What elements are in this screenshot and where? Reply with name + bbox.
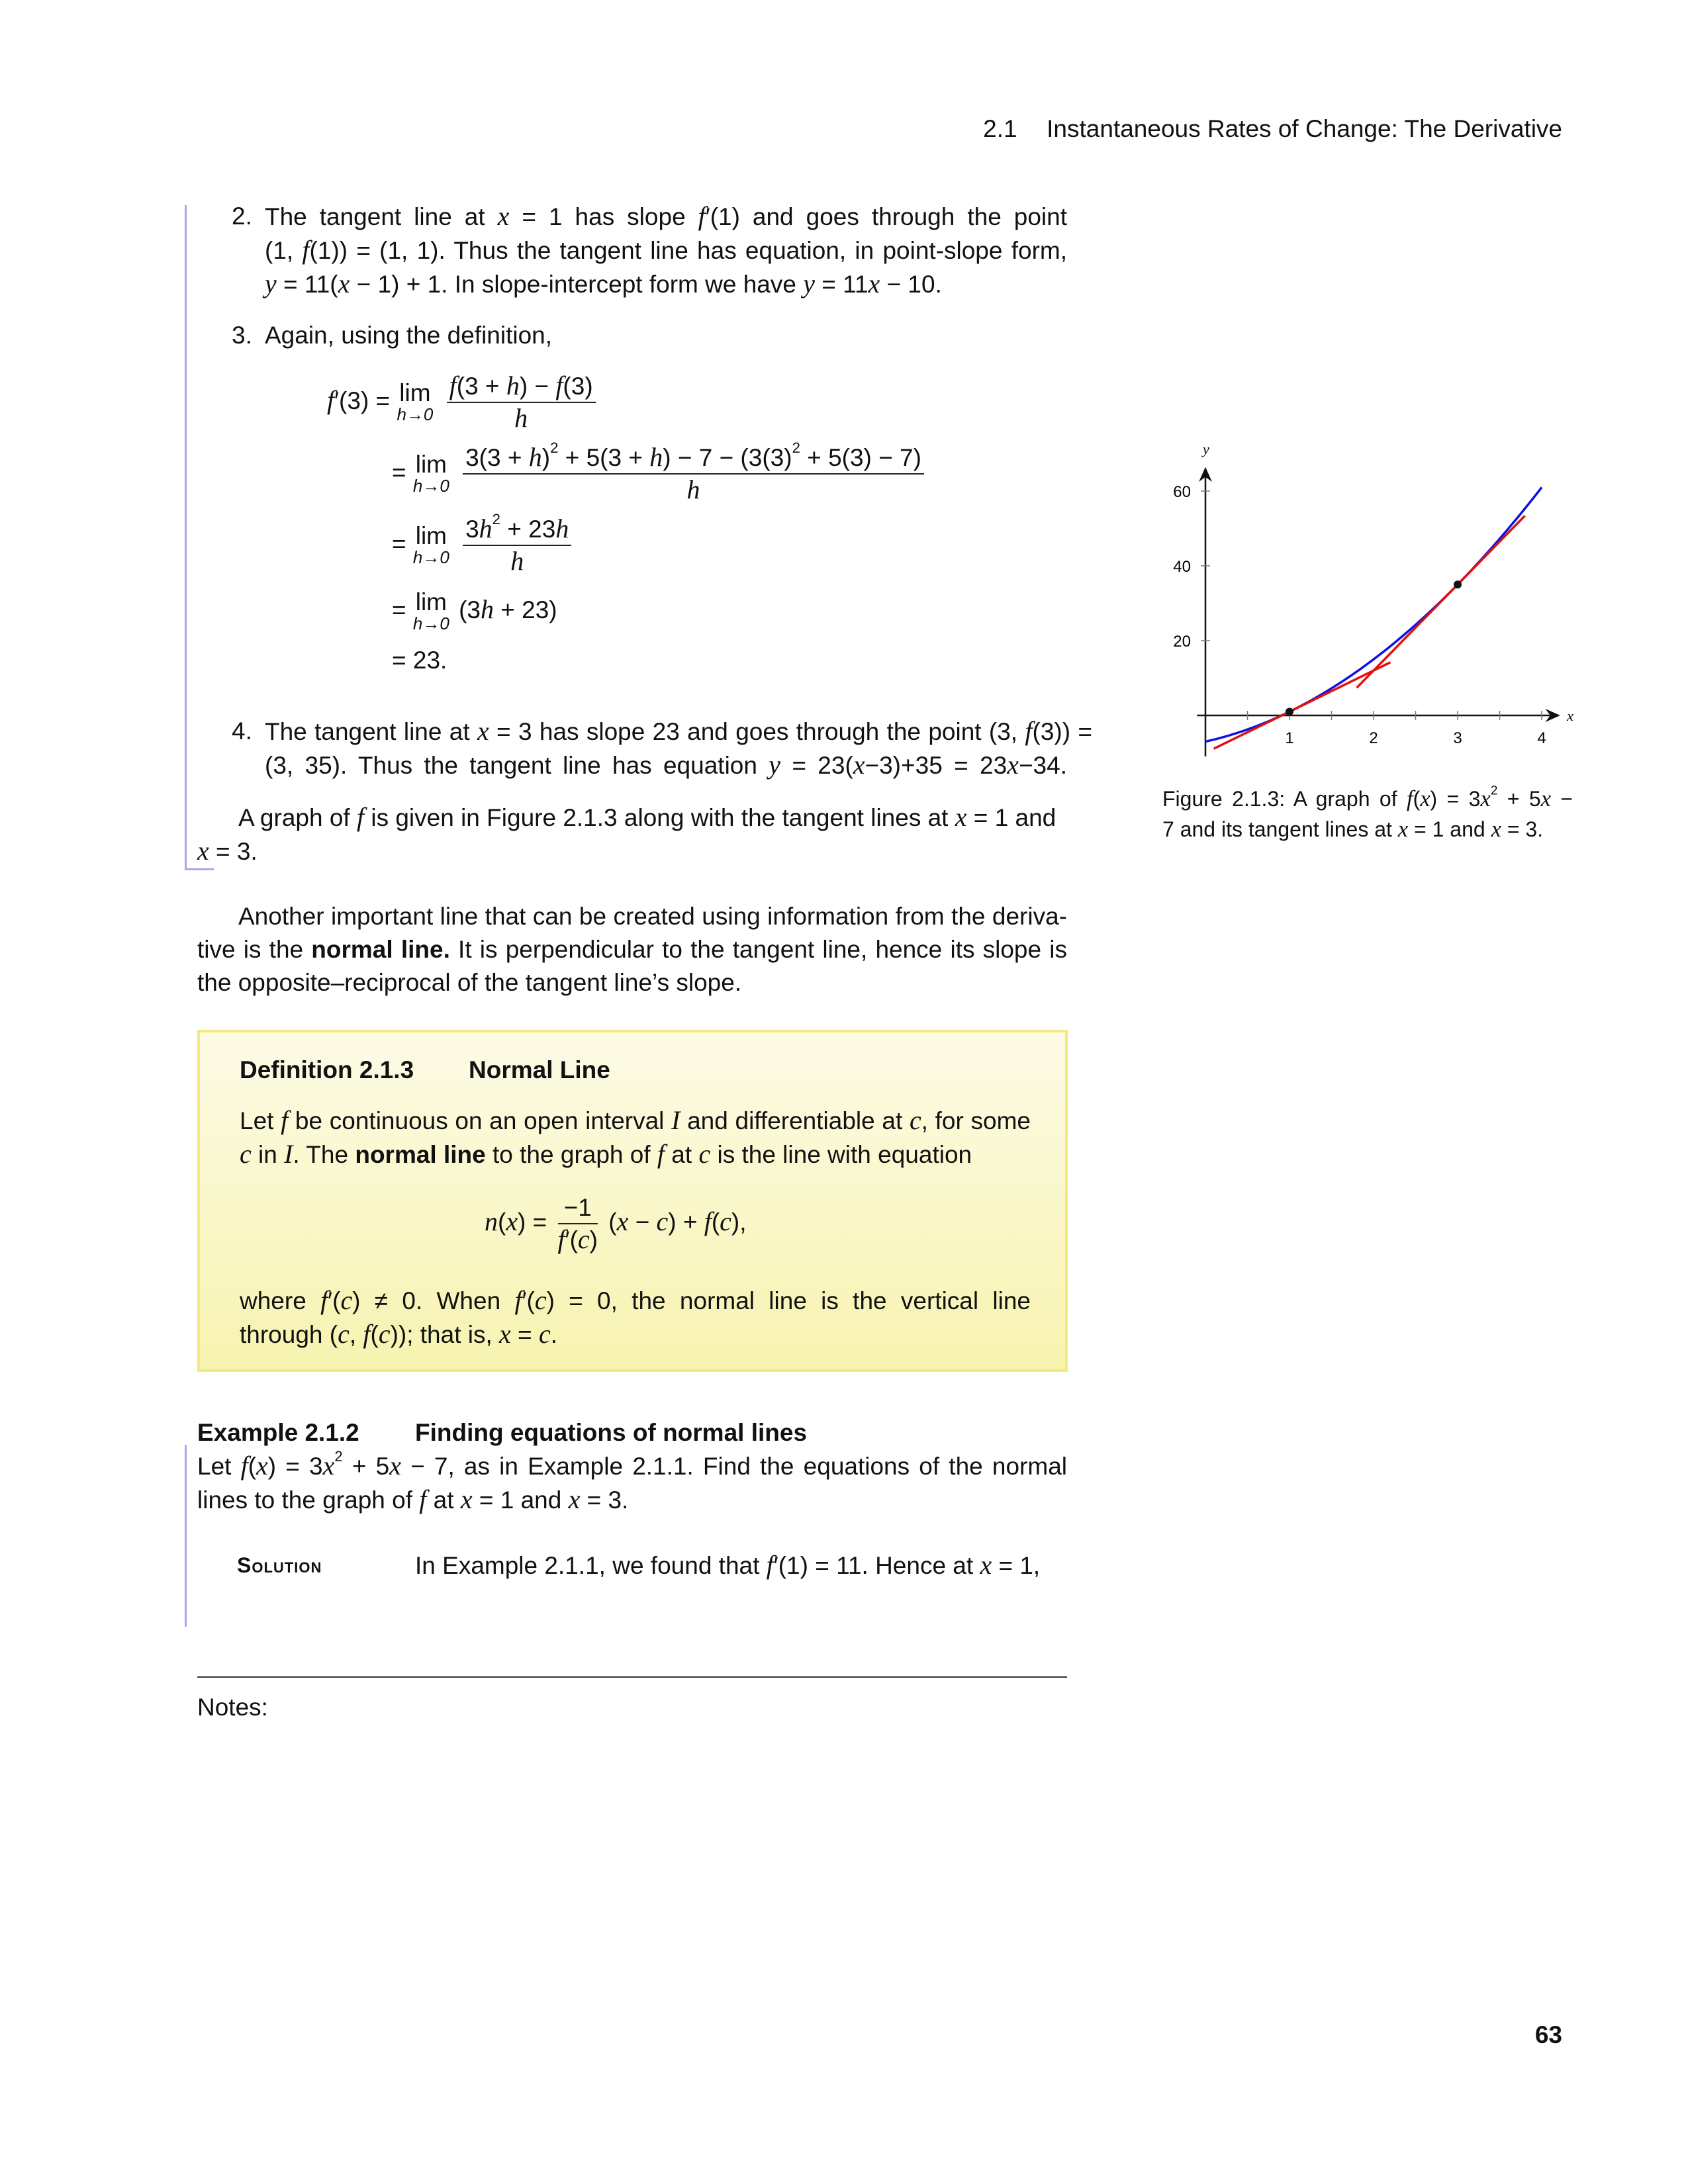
text-run: x — [1420, 786, 1430, 811]
page-number: 63 — [1534, 2021, 1562, 2048]
notes-label: Notes: — [197, 1694, 268, 1721]
numerator — [558, 1193, 598, 1224]
text-run: In Example 2.1.1, we found that — [415, 1552, 767, 1579]
denominator — [447, 403, 596, 434]
function-curve — [1205, 487, 1542, 741]
text-run: normal line. — [311, 936, 450, 963]
x-tick-label: 4 — [1537, 729, 1546, 747]
text-run: x — [1491, 817, 1501, 842]
text-run: , for some — [921, 1107, 1031, 1134]
y-tick-label: 40 — [1173, 558, 1191, 576]
graph-paragraph — [197, 801, 1067, 868]
text-run: ) + — [668, 1208, 704, 1236]
text-run: f — [514, 1285, 522, 1315]
text-line — [265, 200, 1067, 234]
figure-graph — [1152, 437, 1589, 768]
text-run: (3)) = — [1032, 718, 1093, 745]
text-run: 2 — [334, 1448, 343, 1465]
text-line — [240, 1138, 1031, 1171]
text-run: ( — [608, 1208, 617, 1236]
x-axis-label: x — [1567, 707, 1573, 724]
text-run: and differentiable at — [680, 1107, 910, 1134]
limit — [413, 524, 449, 567]
text-run: is given in Figure 2.1.3 along with the tangent lines at — [364, 804, 955, 831]
tangent-line — [1214, 662, 1391, 749]
item-3-text: Again, using the definition, — [265, 322, 553, 349]
margin-bar — [185, 205, 187, 870]
limit — [397, 381, 433, 424]
text-run: ) = 0, the normal line is the vertical line — [546, 1287, 1031, 1314]
text-line — [197, 1483, 1067, 1517]
text-run: ) — [541, 444, 551, 471]
caption-line — [1162, 784, 1573, 814]
text-run: ) = 3 — [1430, 787, 1481, 811]
text-run: . — [550, 1321, 557, 1348]
text-line — [197, 900, 1067, 933]
text-run: , — [349, 1321, 363, 1348]
text-run: )); that is, — [390, 1321, 500, 1348]
text-run: f — [449, 371, 457, 400]
text-run: − — [1550, 787, 1573, 811]
text-run: − 10. — [880, 271, 942, 298]
text-run: f — [698, 201, 706, 231]
text-run: f — [302, 235, 310, 265]
item-number: 2. — [232, 203, 252, 230]
text-run: h — [555, 514, 569, 543]
text-run: = 1 and — [472, 1486, 569, 1514]
fraction — [463, 511, 571, 577]
text-run: x — [868, 269, 880, 298]
item-number: 4. — [232, 717, 252, 745]
text-run: The tangent line at — [265, 203, 498, 230]
text-run: 2 — [792, 439, 800, 457]
denominator — [558, 1224, 598, 1255]
text-run: x — [460, 1484, 473, 1514]
text-run: (3 — [459, 596, 481, 623]
definition-label: Definition 2.1.3 — [240, 1056, 414, 1083]
numerator — [463, 511, 571, 546]
example-body — [197, 1449, 1067, 1517]
denominator — [463, 475, 924, 506]
text-run: + 5 — [342, 1453, 390, 1480]
numerator — [463, 439, 924, 475]
text-line — [197, 1449, 1067, 1483]
text-run: = 1 has slope — [509, 203, 698, 230]
text-run: c — [577, 1224, 590, 1254]
text-run: ′(1) = 11. Hence at — [773, 1552, 980, 1579]
text-run: 2 — [550, 439, 559, 457]
text-run: = 1 and — [966, 804, 1056, 831]
fraction — [447, 371, 596, 434]
text-run: lines to the graph of — [197, 1486, 420, 1514]
text-run: ) − 7 − (3(3) — [663, 444, 792, 471]
text-run: ) ≠ 0. When — [352, 1287, 515, 1314]
y-tick-label: 20 — [1173, 633, 1191, 651]
text-run: where — [240, 1287, 321, 1314]
derivation-row-2 — [392, 439, 928, 506]
expression — [459, 596, 557, 623]
text-run: 3(3 + — [465, 444, 529, 471]
text-line — [265, 234, 1067, 267]
text-run: Let — [197, 1453, 241, 1480]
definition-box — [197, 1030, 1068, 1372]
equals: = — [392, 529, 406, 557]
text-run: c — [240, 1139, 252, 1169]
text-run: + 5 — [1497, 787, 1541, 811]
text-run: ) = 3 — [267, 1453, 323, 1480]
text-run: in — [251, 1141, 285, 1168]
derivation-row-1 — [327, 371, 600, 434]
text-run: h — [649, 442, 663, 472]
text-run: ( — [1413, 787, 1421, 811]
text-run: f — [327, 385, 335, 415]
text-run: (3) — [563, 373, 593, 400]
text-run: h — [686, 475, 700, 504]
text-run: x — [389, 1451, 401, 1480]
text-run: = 3. — [1501, 817, 1544, 841]
derivation-row-3 — [392, 511, 575, 577]
y-axis-label: y — [1203, 441, 1209, 458]
fraction — [463, 439, 924, 506]
text-run: − 1) + 1. In slope-intercept form we have — [350, 271, 804, 298]
text-run: f — [363, 1319, 371, 1349]
text-run: ′(1) and goes through the point — [705, 203, 1067, 230]
text-run: c — [340, 1285, 353, 1315]
section-title: Instantaneous Rates of Change: The Derivative — [1047, 115, 1562, 142]
text-line — [197, 801, 1067, 835]
text-run: f — [1025, 716, 1033, 746]
text-run: x — [1480, 786, 1491, 811]
text-line — [197, 835, 1067, 868]
text-run: c — [656, 1206, 669, 1237]
definition-footer — [240, 1284, 1031, 1351]
x-tick-label: 2 — [1369, 729, 1378, 747]
text-run: . The — [293, 1141, 355, 1168]
tangent-line — [1357, 516, 1525, 688]
lim-text: lim — [415, 451, 447, 478]
text-run: = 1 and — [1408, 817, 1491, 841]
text-run: ) − — [519, 373, 556, 400]
text-run: (3 + — [456, 373, 506, 400]
text-run: y — [265, 269, 277, 298]
caption-line — [1162, 814, 1573, 844]
text-run: x — [1397, 817, 1409, 842]
text-line — [197, 933, 1067, 966]
point-of-tangency — [1454, 580, 1462, 588]
text-run: x — [853, 750, 865, 780]
text-run: = 3 has slope 23 and goes through the point (3, — [489, 718, 1025, 745]
normal-line-paragraph — [197, 900, 1067, 999]
text-run: be continuous on an open interval — [288, 1107, 672, 1134]
numerator — [447, 371, 596, 403]
text-run: ( — [370, 1321, 379, 1348]
text-run: I — [284, 1139, 293, 1169]
text-run: to the graph of — [485, 1141, 657, 1168]
text-run: − — [628, 1208, 657, 1236]
text-run: It is perpendicular to the tangent line, hence its slope is — [449, 936, 1067, 963]
definition-title: Normal Line — [469, 1056, 610, 1083]
example-label: Example 2.1.2 — [197, 1419, 359, 1446]
text-run: f — [555, 371, 563, 400]
lim-text: lim — [399, 379, 431, 406]
text-run: c — [534, 1285, 547, 1315]
text-run: h — [528, 442, 542, 472]
text-run: Figure 2.1.3: A graph of — [1162, 787, 1407, 811]
text-run: c — [538, 1319, 551, 1349]
text-run: + 23 — [500, 516, 556, 543]
lim-text: lim — [415, 522, 447, 549]
text-run: tive is the — [197, 936, 312, 963]
formula-lhs — [485, 1208, 547, 1236]
text-run: A graph of — [238, 804, 357, 831]
text-run: = — [510, 1321, 539, 1348]
example-title: Finding equations of normal lines — [415, 1419, 808, 1446]
text-run: 2 — [1490, 784, 1498, 798]
text-run: h — [510, 546, 524, 576]
lim-sub: h→0 — [397, 404, 434, 424]
text-run: y — [803, 269, 815, 298]
text-run: ) = — [518, 1208, 547, 1236]
equals: = — [392, 458, 406, 486]
text-run: ′(3) = — [334, 387, 391, 414]
lim-sub: h→0 — [412, 476, 449, 496]
x-tick-label: 3 — [1453, 729, 1462, 747]
derivation-row-4 — [392, 590, 557, 633]
text-run: f — [704, 1206, 712, 1237]
text-run: x — [322, 1451, 335, 1480]
text-run: ( — [497, 1208, 506, 1236]
text-line — [240, 1284, 1031, 1318]
text-run: at — [665, 1141, 699, 1168]
running-header — [983, 113, 1562, 146]
text-run: the opposite–reciprocal of the tangent line’s slope. — [197, 969, 742, 996]
text-run: c — [378, 1319, 391, 1349]
text-run: ( — [248, 1453, 257, 1480]
text-run: y — [769, 750, 781, 780]
text-run: n — [485, 1206, 498, 1237]
text-run: ) — [589, 1226, 598, 1253]
text-line — [265, 749, 1067, 782]
text-run: f — [1406, 786, 1413, 811]
notes-divider — [197, 1676, 1067, 1678]
y-tick-label: 60 — [1173, 483, 1191, 501]
text-run: h — [514, 403, 528, 433]
text-run: f — [240, 1451, 248, 1480]
text-run: ′( — [522, 1287, 535, 1314]
text-run: c — [698, 1139, 711, 1169]
text-run: = 3. — [209, 838, 258, 865]
item-number: 3. — [232, 322, 252, 349]
text-run: normal line — [355, 1141, 486, 1168]
text-run: = 1, — [992, 1552, 1041, 1579]
formula-rhs — [608, 1208, 746, 1236]
fraction — [558, 1193, 598, 1255]
text-run: c — [338, 1319, 350, 1349]
text-run: h — [506, 371, 520, 400]
lim-text: lim — [415, 588, 447, 615]
text-run: h — [481, 594, 494, 624]
text-run: = 11 — [814, 271, 868, 298]
lim-sub: h→0 — [412, 614, 449, 633]
text-run: x — [499, 1319, 511, 1349]
text-run: + 5(3) − 7) — [800, 444, 921, 471]
text-run: f — [320, 1285, 328, 1315]
text-run: − 7, as in Example 2.1.1. Find the equations of the normal — [400, 1453, 1067, 1480]
text-run: 3 — [465, 516, 479, 543]
lhs — [327, 387, 390, 414]
text-run: f — [557, 1224, 565, 1254]
text-run: x — [338, 269, 350, 298]
text-line — [265, 267, 1067, 301]
text-run: is the line with equation — [710, 1141, 972, 1168]
text-run: x — [477, 716, 489, 746]
text-run: f — [766, 1550, 774, 1580]
text-run: −1 — [563, 1194, 592, 1221]
denominator — [463, 546, 571, 577]
text-run: x — [497, 201, 510, 231]
definition-body — [240, 1104, 1031, 1171]
text-run: = 3. — [580, 1486, 629, 1514]
text-run: x — [980, 1550, 992, 1580]
item-4-text — [265, 715, 1092, 782]
limit — [413, 453, 449, 495]
text-line — [197, 966, 1067, 999]
text-run: I — [671, 1105, 680, 1135]
solution-text — [415, 1549, 1040, 1582]
text-run: ( — [711, 1208, 720, 1236]
text-run: x — [506, 1206, 518, 1237]
text-run: −3)+35 = 23 — [865, 752, 1008, 779]
derivation-row-5: = 23. — [392, 647, 447, 674]
lim-sub: h→0 — [412, 547, 449, 567]
text-line — [240, 1318, 1031, 1351]
text-run: through ( — [240, 1321, 338, 1348]
text-run: 7 and its tangent lines at — [1162, 817, 1398, 841]
text-run: 2 — [492, 511, 500, 528]
text-run: x — [1007, 750, 1019, 780]
text-run: c — [909, 1105, 921, 1135]
text-run: Let — [240, 1107, 281, 1134]
text-run: x — [616, 1206, 629, 1237]
text-run: −34. — [1018, 752, 1067, 779]
section-number: 2.1 — [983, 115, 1017, 142]
text-run: at — [426, 1486, 461, 1514]
text-run: c — [720, 1206, 731, 1237]
text-run: x — [955, 802, 967, 832]
text-run: = 11( — [276, 271, 338, 298]
text-run: Another important line that can be created using information from the deriva- — [238, 903, 1067, 930]
text-run: = 23( — [780, 752, 853, 779]
text-run: x — [568, 1484, 581, 1514]
limit — [413, 590, 449, 633]
text-run: f — [281, 1105, 289, 1135]
text-run: x — [256, 1451, 268, 1480]
text-run: h — [479, 514, 492, 543]
text-line — [240, 1104, 1031, 1138]
normal-line-formula — [485, 1193, 747, 1255]
solution-label: Solution — [237, 1553, 322, 1577]
example-margin-bar — [185, 1445, 187, 1627]
point-of-tangency — [1286, 707, 1293, 715]
text-run: + 23) — [493, 596, 557, 623]
text-run: f — [657, 1139, 665, 1169]
text-run: + 5(3 + — [558, 444, 650, 471]
text-run: x — [197, 836, 209, 866]
x-tick-label: 1 — [1285, 729, 1294, 747]
text-run: The tangent line at — [265, 718, 477, 745]
text-run: f — [356, 802, 365, 832]
text-run: f — [419, 1484, 427, 1514]
item-2-text — [265, 200, 1067, 301]
margin-bar-hook — [185, 868, 214, 870]
text-run: ′( — [328, 1287, 341, 1314]
text-run: x — [1540, 786, 1551, 811]
text-run: (3, 35). Thus the tangent line has equation — [265, 752, 769, 779]
equals: = — [392, 596, 406, 623]
text-run: (1, — [265, 237, 303, 264]
text-run: ′( — [565, 1226, 578, 1253]
text-line — [265, 715, 1092, 749]
figure-caption — [1162, 784, 1573, 844]
text-run: (1)) = (1, 1). Thus the tangent line has equation, in point-slope form, — [309, 237, 1067, 264]
text-run: ), — [731, 1208, 747, 1236]
